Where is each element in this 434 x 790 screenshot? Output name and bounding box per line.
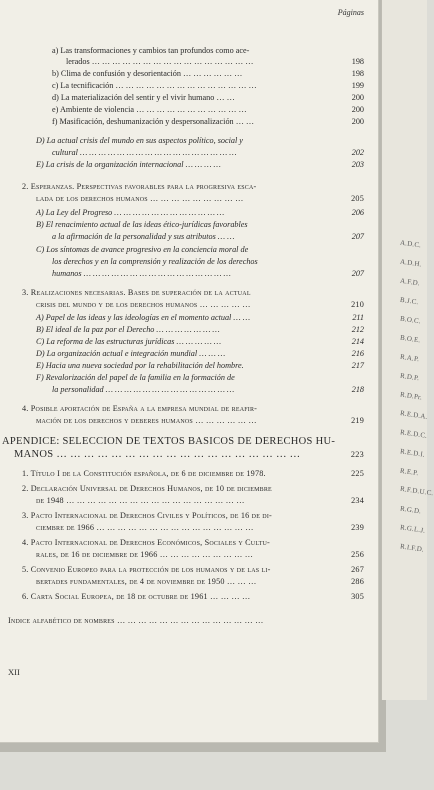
entry-text: APENDICE: SELECCION DE TEXTOS BASICOS DE DERECHOS HU- — [2, 436, 336, 447]
entry-text: de 1948 … … … … … … … … … … … … … … … … … — [36, 496, 245, 505]
page-number: 202 — [351, 148, 364, 157]
page-number: 256 — [351, 550, 364, 559]
toc-entry — [22, 592, 364, 602]
toc-entry — [22, 511, 364, 521]
appendix-heading — [14, 449, 364, 461]
entry-text: C) La reforma de las estructuras jurídicas … … … … … — [36, 337, 222, 346]
toc-entry — [36, 337, 364, 347]
toc-entry — [52, 385, 364, 395]
toc-entry — [36, 208, 364, 218]
right-page — [381, 0, 434, 700]
toc-entry — [52, 232, 364, 242]
entry-text: ciembre de 1966 … … … … … … … … … … … … … … … — [36, 523, 254, 532]
entry-text: a) Las transformaciones y cambios tan profundos como ace- — [52, 46, 250, 55]
entry-text: cultural … … … … … … … … … … … … … … … … … — [52, 148, 237, 157]
toc-entry — [36, 220, 364, 230]
toc-entry — [52, 105, 364, 115]
entry-text: Indice alfabético de nombres … … … … … … … … … … … … … … — [8, 616, 264, 625]
toc-entry — [52, 117, 364, 127]
entry-text: f) Masificación, deshumanización y despersonalización … … — [52, 117, 255, 126]
entry-text: lerados … … … … … … … … … … … … … … … … — [66, 57, 254, 66]
entry-text: humanos … … … … … … … … … … … … … … … … — [52, 269, 231, 278]
abbreviation: A.D.H. — [399, 257, 423, 269]
page-number: 305 — [351, 592, 364, 601]
toc-entry — [36, 325, 364, 335]
entry-text: crisis del mundo y de los derechos humanos … … … … … — [36, 300, 251, 309]
entry-text: 5. Convenio Europeo para la protección de los humanos y de las li- — [22, 565, 271, 574]
abbreviation: R.G.L.J. — [399, 523, 426, 535]
page-number: 218 — [351, 385, 364, 394]
abbreviation: R.E.D.C. — [399, 428, 428, 440]
toc-entry — [52, 269, 364, 279]
page-number: 198 — [351, 57, 364, 66]
toc-entry — [52, 81, 364, 91]
abbreviation: B.O.E. — [399, 333, 421, 345]
page-folio: XII — [8, 667, 20, 677]
toc-entry — [22, 484, 364, 494]
entry-text: 6. Carta Social Europea, de 18 de octubre de 1961 … … … … — [22, 592, 251, 601]
toc-section — [36, 416, 364, 426]
abbreviation: R.E.P. — [399, 466, 419, 478]
toc-entry — [52, 46, 364, 56]
abbreviation: B.J.C. — [399, 295, 419, 307]
appendix-heading — [2, 436, 364, 448]
entry-text: A) La Ley del Progreso … … … … … … … … … … … … — [36, 208, 225, 217]
page-number: 210 — [351, 300, 364, 309]
entry-text: E) La crisis de la organización internacional … … … … — [36, 160, 221, 169]
page-number: 199 — [351, 81, 364, 90]
entry-text: rales, de 16 de diciembre de 1966 … … … … … … … … … — [36, 550, 254, 559]
abbreviation: R.D.Pr. — [399, 390, 423, 402]
page-number: 217 — [351, 361, 364, 370]
page-number: 203 — [351, 160, 364, 169]
toc-entry — [22, 469, 364, 479]
paginas-header: Páginas — [337, 8, 364, 17]
toc-section — [36, 300, 364, 310]
toc-entry — [36, 136, 364, 146]
entry-text: bertades fundamentales, de 4 de noviembre de 1950 … … … — [36, 577, 257, 586]
toc-entry — [36, 496, 364, 506]
page-number: 211 — [352, 313, 364, 322]
page-number: 234 — [351, 496, 364, 505]
entry-text: E) Hacia una nueva sociedad por la rehabilitación del hombre. — [36, 361, 244, 370]
entry-text: d) La materialización del sentir y el vivir humano … … — [52, 93, 235, 102]
toc-entry — [36, 523, 364, 533]
toc-entry — [22, 538, 364, 548]
abbreviation: R.A.P. — [399, 352, 420, 364]
entry-text: lada de los derechos humanos … … … … … … … … … — [36, 194, 244, 203]
page-number: 198 — [351, 69, 364, 78]
entry-text: a la afirmación de la personalidad y sus atributos … … — [52, 232, 235, 241]
toc-entry — [36, 160, 364, 170]
entry-text: mación de los derechos y deberes humanos … … … … … … — [36, 416, 257, 425]
entry-text: la personalidad … … … … … … … … … … … … … … — [52, 385, 235, 394]
toc-entry — [36, 373, 364, 383]
toc-entry — [8, 616, 364, 626]
page-number: 286 — [351, 577, 364, 586]
entry-text: 4. Posible aportación de España a la empresa mundial de reafir- — [22, 404, 258, 413]
entry-text: MANOS … … … … … … … … … … … … … … … … … … — [14, 449, 301, 460]
abbreviation: A.D.C. — [399, 238, 422, 250]
toc-entry — [36, 245, 364, 255]
entry-text: los derechos y en la comprensión y realización de los derechos — [52, 257, 258, 266]
page-number: 200 — [351, 105, 364, 114]
page-number: 212 — [351, 325, 364, 334]
toc-entry — [36, 361, 364, 371]
abbreviation: A.F.D. — [399, 276, 421, 288]
abbreviation: R.I.F.D. — [399, 542, 425, 554]
toc-entry — [52, 148, 364, 158]
entry-text: F) Revalorización del papel de la familia en la formación de — [36, 373, 235, 382]
page-number: 267 — [351, 565, 364, 574]
page-number: 207 — [351, 232, 364, 241]
page-number: 206 — [351, 208, 364, 217]
toc-entry — [66, 57, 364, 67]
toc-entry — [52, 93, 364, 103]
toc-entry — [52, 257, 364, 267]
toc-section — [36, 194, 364, 204]
entry-text: c) La tecnificación … … … … … … … … … … … … … … — [52, 81, 257, 90]
entry-text: e) Ambiente de violencia … … … … … … … … … … … — [52, 105, 247, 114]
page-number: 219 — [351, 416, 364, 425]
toc-entry — [36, 313, 364, 323]
entry-text: D) La actual crisis del mundo en sus aspectos político, social y — [36, 136, 243, 145]
entry-text: 1. Título I de la Constitución española, de 6 de diciembre de 1978. — [22, 469, 266, 478]
toc-section — [22, 182, 364, 192]
abbreviation: R.E.D.A. — [399, 409, 429, 421]
page-number: 205 — [351, 194, 364, 203]
page-number: 200 — [351, 93, 364, 102]
toc-entry — [36, 349, 364, 359]
toc-section — [22, 404, 364, 414]
entry-text: C) Los síntomas de avance progresivo en la conciencia moral de — [36, 245, 249, 254]
entry-text: 4. Pacto Internacional de Derechos Económicos, Sociales y Cultu- — [22, 538, 270, 547]
entry-text: B) El renacimiento actual de las ideas ético-jurídicas favorables — [36, 220, 248, 229]
page-number: 216 — [351, 349, 364, 358]
entry-text: 3. Pacto Internacional de Derechos Civiles y Políticos, de 16 de di- — [22, 511, 272, 520]
abbreviation: B.O.C. — [399, 314, 422, 326]
toc-entry — [22, 565, 364, 575]
page-number: 239 — [351, 523, 364, 532]
page-number: 200 — [351, 117, 364, 126]
toc-entry — [36, 577, 364, 587]
abbreviation: R.E.D.I. — [399, 447, 426, 459]
toc-section — [22, 288, 364, 298]
abbreviation: R.D.P. — [399, 371, 420, 383]
toc-entry — [36, 550, 364, 560]
entry-text: B) El ideal de la paz por el Derecho … … … … … … … — [36, 325, 220, 334]
entry-text: A) Papel de las ideas y las ideologías en el momento actual … … — [36, 313, 250, 322]
page-number: 214 — [351, 337, 364, 346]
entry-text: 3. Realizaciones necesarias. Bases de superación de la actual — [22, 288, 251, 297]
abbreviation: R.F.D.U.C. — [399, 484, 434, 498]
abbreviation: R.G.D. — [399, 504, 422, 516]
page-number: 225 — [351, 469, 364, 478]
page-number: 207 — [351, 269, 364, 278]
entry-text: 2. Declaración Universal de Derechos Humanos, de 10 de diciembre — [22, 484, 272, 493]
page-number: 223 — [350, 450, 364, 459]
entry-text: D) La organización actual e integración mundial … … … — [36, 349, 226, 358]
toc-entry — [52, 69, 364, 79]
entry-text: 2. Esperanzas. Perspectivas favorables para la progresiva esca- — [22, 182, 257, 191]
entry-text: b) Clima de confusión y desorientación … … … … … … — [52, 69, 243, 78]
